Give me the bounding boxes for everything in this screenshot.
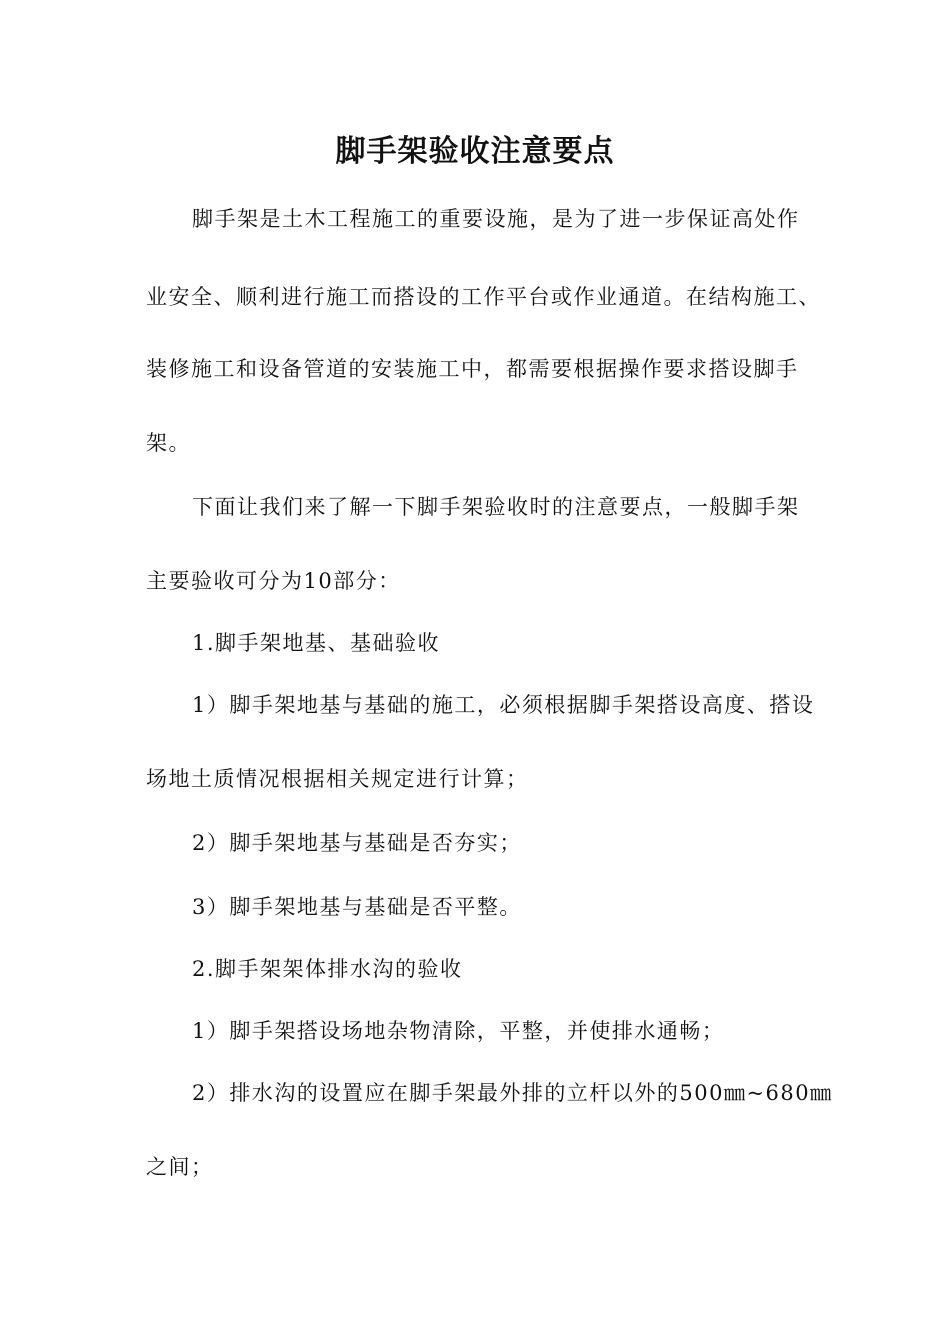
paragraph-line: 主要验收可分为10部分：: [146, 569, 401, 593]
paragraph-line: 之间；: [146, 1155, 214, 1179]
paragraph-line: 3）脚手架地基与基础是否平整。: [192, 895, 522, 919]
paragraph-line: 业安全、顺利进行施工而搭设的工作平台或作业通道。在结构施工、: [146, 285, 821, 309]
paragraph-line: 架。: [146, 431, 191, 455]
section-heading: 1.脚手架地基、基础验收: [192, 631, 441, 655]
paragraph-line: 下面让我们来了解一下脚手架验收时的注意要点，一般脚手架: [192, 495, 800, 519]
paragraph-line: 脚手架是土木工程施工的重要设施，是为了进一步保证高处作: [192, 207, 800, 231]
paragraph-line: 1）脚手架地基与基础的施工，必须根据脚手架搭设高度、搭设: [192, 693, 815, 717]
paragraph-line: 装修施工和设备管道的安装施工中，都需要根据操作要求搭设脚手: [146, 357, 799, 381]
document-title: 脚手架验收注意要点: [335, 134, 615, 169]
paragraph-line: 场地土质情况根据相关规定进行计算；: [146, 767, 529, 791]
paragraph-line: 2）排水沟的设置应在脚手架最外排的立杆以外的500㎜~680㎜: [192, 1081, 833, 1105]
section-heading: 2.脚手架架体排水沟的验收: [192, 957, 463, 981]
paragraph-line: 2）脚手架地基与基础是否夯实；: [192, 831, 522, 855]
paragraph-line: 1）脚手架搭设场地杂物清除，平整，并使排水通畅；: [192, 1019, 725, 1043]
